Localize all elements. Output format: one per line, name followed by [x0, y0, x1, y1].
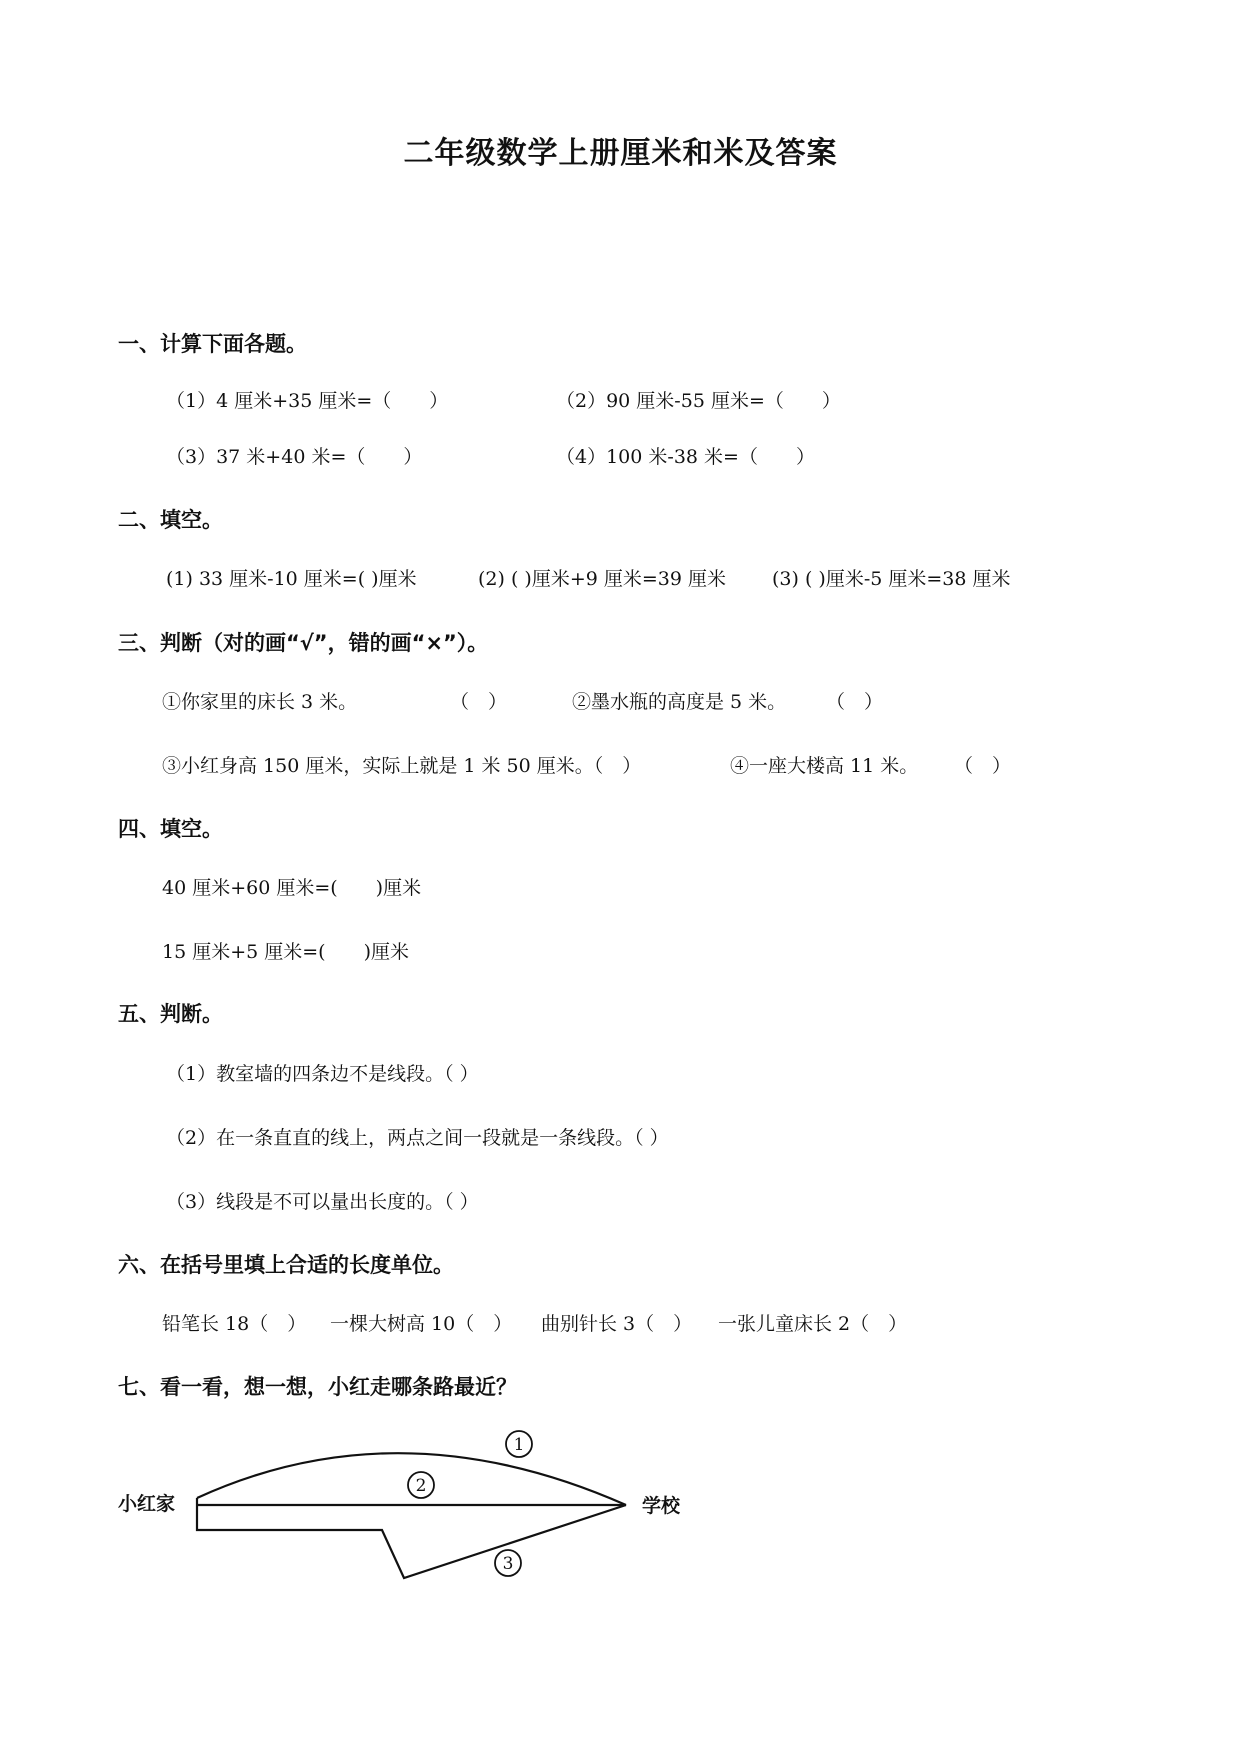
s3-item-3: ③小红身高 150 厘米，实际上就是 1 米 50 厘米。（ ） [162, 755, 642, 777]
section-6-heading: 六、在括号里填上合适的长度单位。 [118, 1253, 454, 1277]
section-7-heading: 七、看一看，想一想，小红走哪条路最近？ [118, 1375, 517, 1399]
section-2-heading: 二、填空。 [118, 508, 223, 532]
s3-item-2-paren: （ ） [826, 691, 884, 713]
s3-item-1: ①你家里的床长 3 米。 [162, 691, 358, 713]
route-3-number: 3 [502, 1554, 514, 1574]
s5-item-3: （3）线段是不可以量出长度的。（ ） [166, 1191, 479, 1213]
s1-item-3: （3）37 米+40 米=（ ） [166, 446, 423, 468]
s3-item-2: ②墨水瓶的高度是 5 米。 [572, 691, 787, 713]
s5-item-1: （1）教室墙的四条边不是线段。（ ） [166, 1063, 479, 1085]
s5-item-2: （2）在一条直直的线上，两点之间一段就是一条线段。（ ） [166, 1127, 669, 1149]
s2-item-2: (2) ( )厘米+9 厘米=39 厘米 [478, 568, 727, 590]
s4-item-1: 40 厘米+60 厘米=( )厘米 [162, 877, 422, 899]
s3-item-1-paren: （ ） [450, 691, 508, 713]
s3-item-4-paren: （ ） [954, 755, 1012, 777]
s6-item-4: 一张儿童床长 2（ ） [718, 1313, 908, 1335]
s1-item-2: （2）90 厘米-55 厘米=（ ） [556, 390, 841, 412]
end-label: 学校 [642, 1495, 681, 1517]
s1-item-1: （1）4 厘米+35 厘米=（ ） [166, 390, 449, 412]
route-1-number: 1 [513, 1435, 525, 1455]
s2-item-3: (3) ( )厘米-5 厘米=38 厘米 [772, 568, 1011, 590]
section-5-heading: 五、判断。 [118, 1002, 223, 1026]
s6-item-1: 铅笔长 18（ ） [162, 1313, 307, 1335]
s6-item-3: 曲别针长 3（ ） [541, 1313, 693, 1335]
section-3-heading: 三、判断（对的画“√”，错的画“×”）。 [118, 631, 489, 655]
route-2-number: 2 [415, 1476, 427, 1496]
s1-item-4: （4）100 米-38 米=（ ） [556, 446, 815, 468]
start-label: 小红家 [118, 1493, 176, 1515]
section-4-heading: 四、填空。 [118, 817, 223, 841]
s2-item-1: (1) 33 厘米-10 厘米=( )厘米 [166, 568, 417, 590]
s6-item-2: 一棵大树高 10（ ） [330, 1313, 513, 1335]
page-title: 二年级数学上册厘米和米及答案 [403, 136, 838, 171]
s4-item-2: 15 厘米+5 厘米=( )厘米 [162, 941, 410, 963]
section-1-heading: 一、计算下面各题。 [118, 332, 307, 356]
route-3-path [197, 1498, 626, 1578]
s3-item-4: ④一座大楼高 11 米。 [730, 755, 919, 777]
